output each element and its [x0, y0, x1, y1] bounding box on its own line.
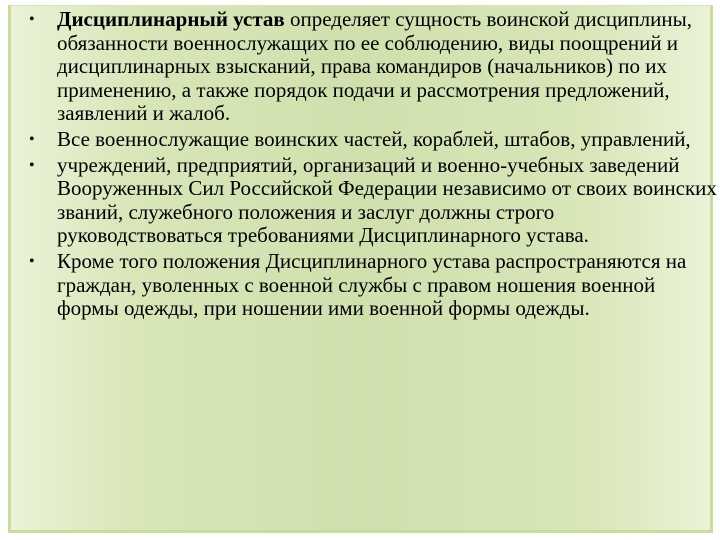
bullet-text: учреждений, предприятий, организаций и военно-учебных заведений Вооруженных Сил Российской Федерации независимо от своих воинских званий, служебного положения и заслуг должны строго руководствоваться требованиями Дисциплинарного устава.: [57, 152, 717, 248]
bullet-item-institutions: [27, 154, 717, 248]
bullet-item-servicemen: [27, 128, 717, 152]
bullet-icon: •: [29, 252, 35, 270]
content-box: [8, 5, 717, 533]
bullet-icon: •: [29, 11, 35, 28]
bullet-text: Все военнослужащие воинских частей, кораблей, штабов, управлений,: [57, 126, 691, 151]
bullet-item-discharged-citizens: [27, 250, 717, 321]
bullet-text: определяет сущность воинской дисциплины, обязанности военнослужащих по ее соблюдению, виды поощрений и дисциплинарных взысканий, права командиров (начальников) по их применению, а также порядок подачи и рассмотрения предложений, заявлений и жалоб.: [57, 7, 692, 126]
bullet-text: Кроме того положения Дисциплинарного устава распространяются на граждан, уволенных с военной службы с правом ношения военной формы одежды, при ношении ими военной формы одежды.: [57, 248, 687, 321]
bullet-term: Дисциплинарный устав: [57, 7, 285, 31]
bullet-icon: •: [29, 156, 35, 174]
bullet-list: [27, 8, 717, 323]
bullet-item-disciplinary-charter: [27, 8, 717, 126]
bullet-icon: •: [29, 130, 35, 148]
